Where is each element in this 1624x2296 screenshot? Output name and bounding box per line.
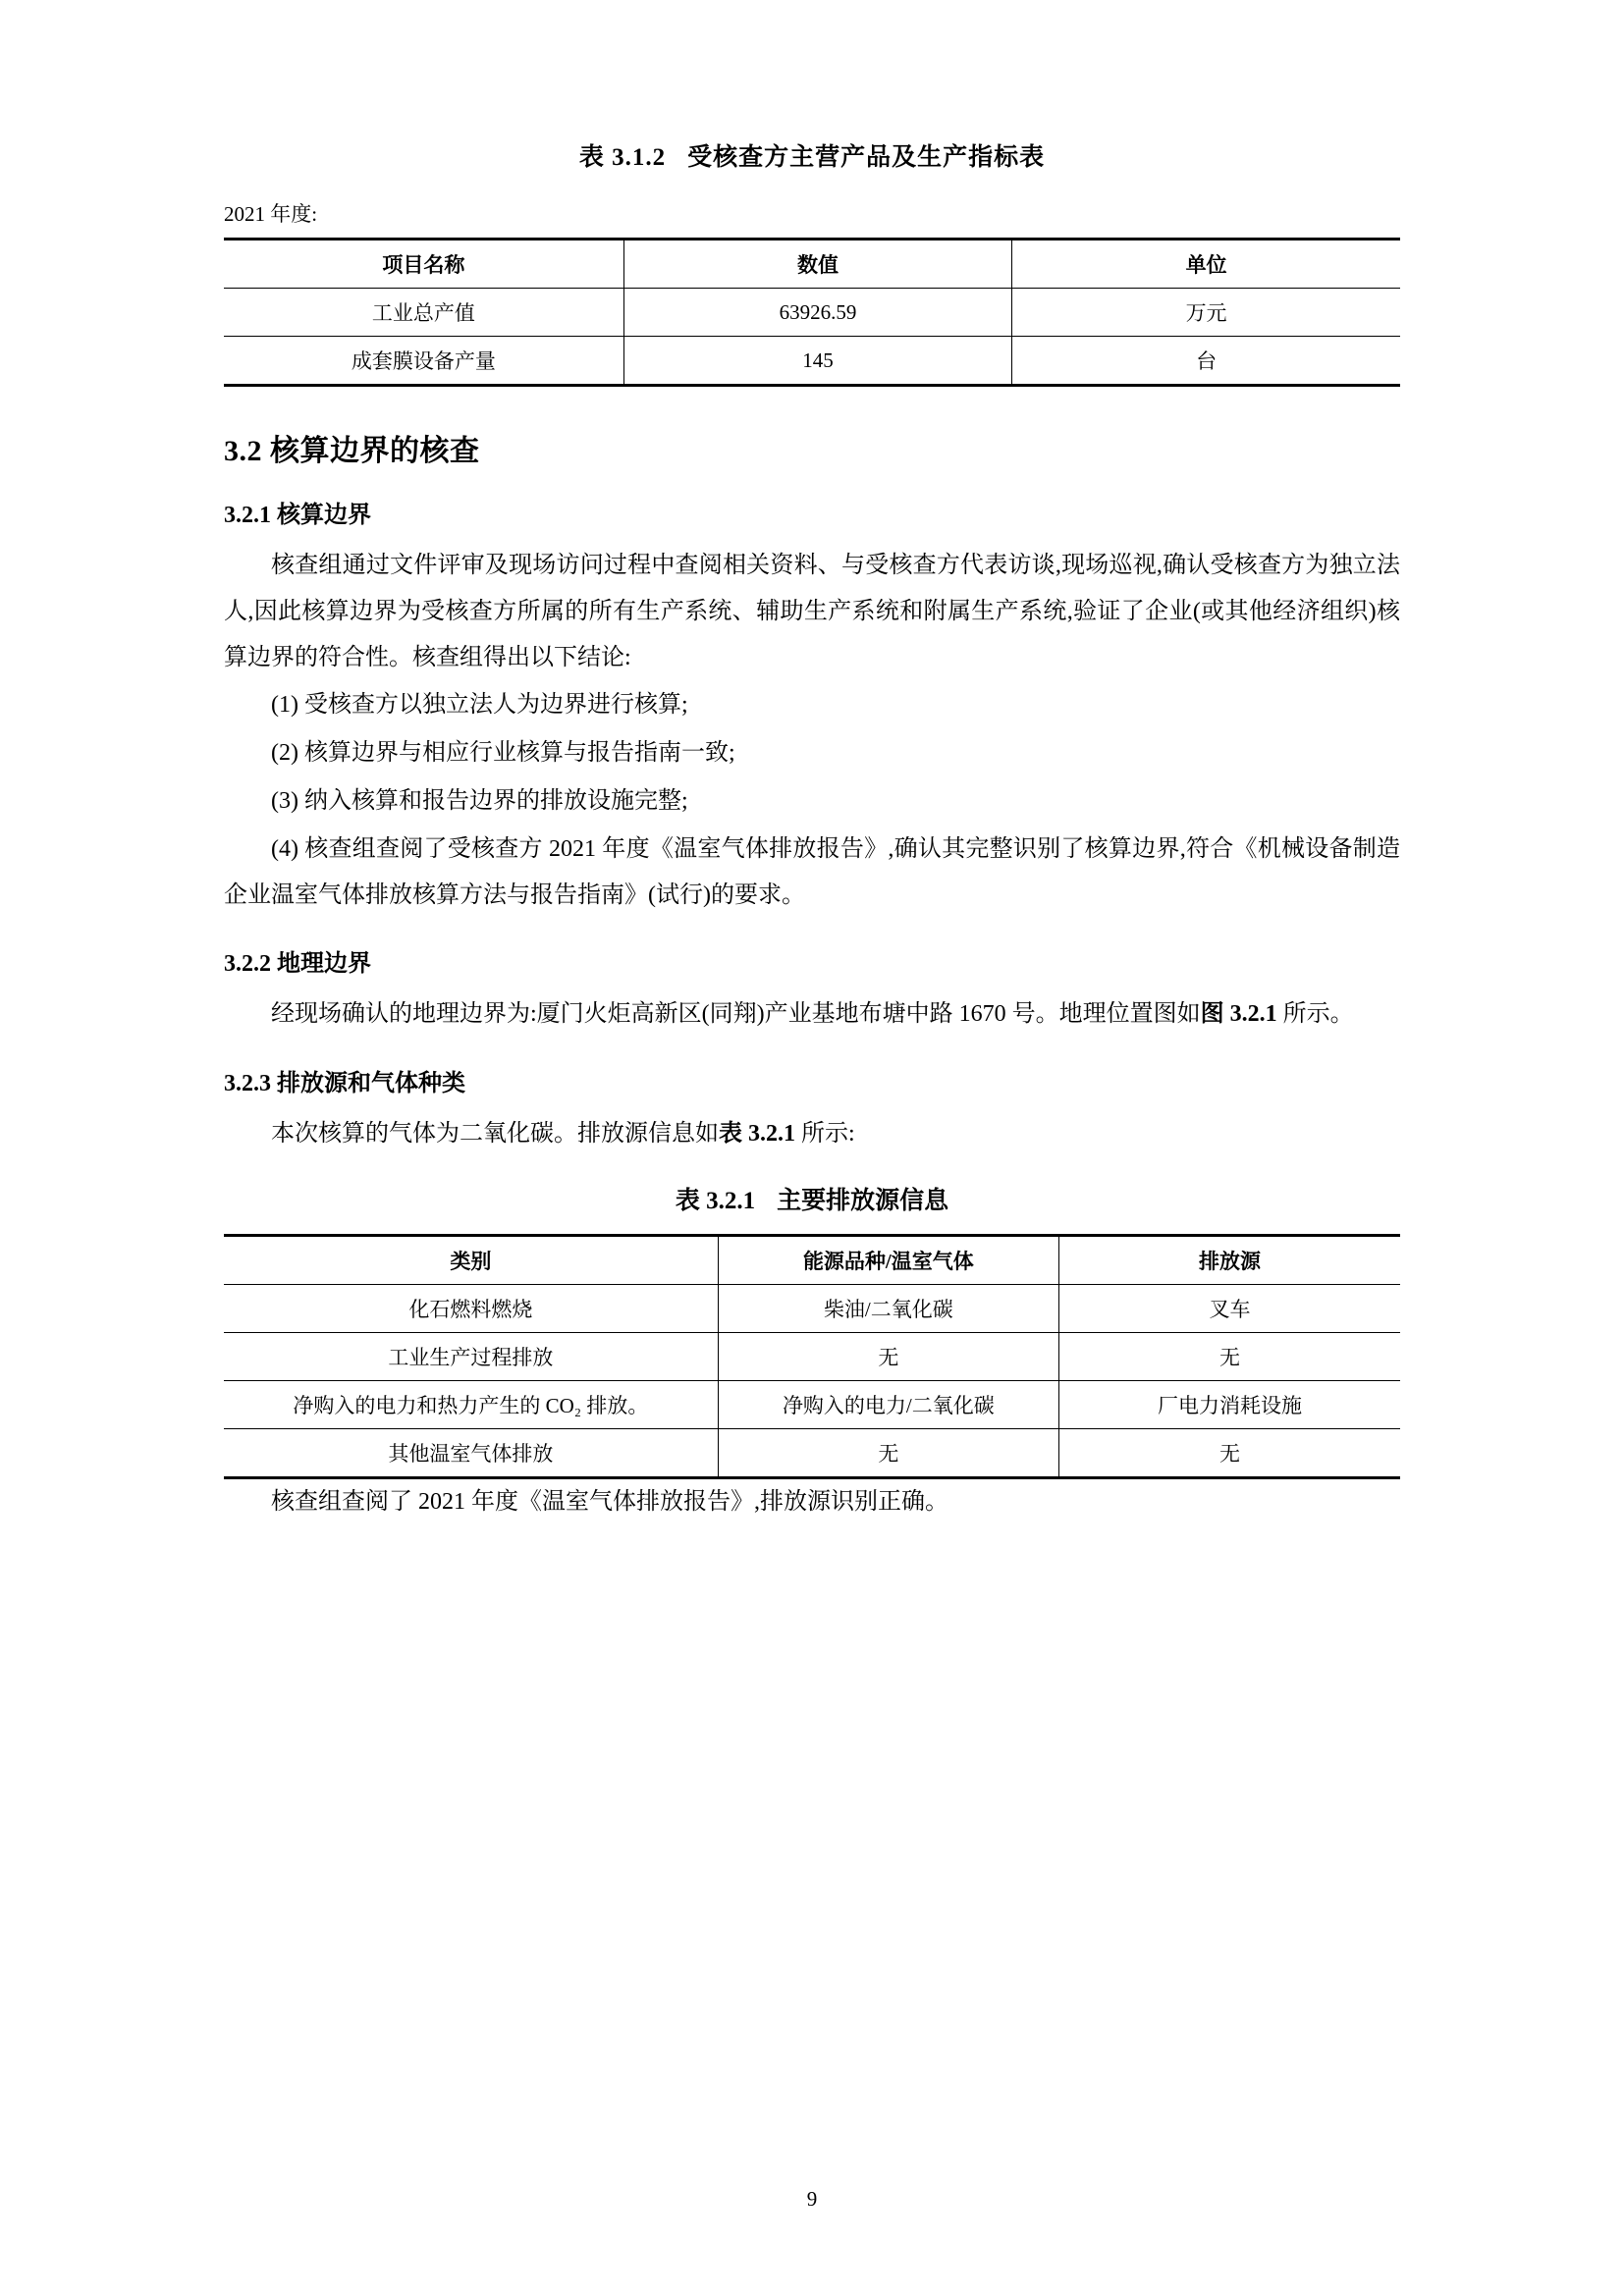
table-2-caption bbox=[224, 1181, 1400, 1216]
table-cell: 无 bbox=[718, 1332, 1058, 1380]
table-cell: 无 bbox=[1059, 1332, 1400, 1380]
table-cell: 厂电力消耗设施 bbox=[1059, 1380, 1400, 1428]
table-cell: 无 bbox=[1059, 1428, 1400, 1477]
table-cell: 净购入的电力和热力产生的 CO₂ 排放。 bbox=[224, 1380, 718, 1428]
paragraph-geographic-boundary-part1: 经现场确认的地理边界为:厦门火炬高新区(同翔)产业基地布塘中路 1670 号。地理位置图如 bbox=[271, 1001, 1201, 1028]
table-cell: 145 bbox=[623, 337, 1011, 386]
table-cell: 工业总产值 bbox=[224, 289, 623, 337]
paragraph-geographic-boundary-part2: 所示。 bbox=[1276, 1001, 1354, 1028]
section-heading-3-2: 3.2 核算边界的核查 bbox=[224, 435, 480, 467]
table-cell: 其他温室气体排放 bbox=[224, 1428, 718, 1477]
subsection-heading-3-2-2: 3.2.2 地理边界 bbox=[224, 951, 371, 978]
table-1-header-unit: 单位 bbox=[1012, 240, 1400, 289]
table-header-row bbox=[224, 1235, 1400, 1284]
table-1-caption-title: 受核查方主营产品及生产指标表 bbox=[687, 144, 1046, 171]
paragraph-geographic-boundary bbox=[224, 991, 1400, 1038]
subsection-heading-3-2-1: 3.2.1 核算边界 bbox=[224, 503, 371, 528]
page-number: 9 bbox=[806, 2187, 818, 2211]
paragraph-emission-sources bbox=[224, 1111, 1400, 1157]
table-cell: 工业生产过程排放 bbox=[224, 1332, 718, 1380]
table-cell: 叉车 bbox=[1059, 1284, 1400, 1332]
table-1-header-item: 项目名称 bbox=[224, 240, 623, 289]
table-2-header-category: 类别 bbox=[224, 1235, 718, 1284]
table-cell: 净购入的电力/二氧化碳 bbox=[718, 1380, 1058, 1428]
table-cell: 63926.59 bbox=[623, 289, 1011, 337]
table-emission-sources bbox=[224, 1234, 1400, 1479]
table-cell: 化石燃料燃烧 bbox=[224, 1284, 718, 1332]
table-1-caption-number: 表 3.1.2 bbox=[578, 144, 667, 171]
table-cell: 柴油/二氧化碳 bbox=[718, 1284, 1058, 1332]
paragraph-emission-sources-part2: 所示: bbox=[795, 1121, 855, 1148]
table-row bbox=[224, 337, 1400, 386]
list-item-1: (1) 受核查方以独立法人为边界进行核算; bbox=[271, 692, 688, 719]
paragraph-3-2-1-intro: 核查组通过文件评审及现场访问过程中查阅相关资料、与受核查方代表访谈,现场巡视,确认受核查方为独立法人,因此核算边界为受核查方所属的所有生产系统、辅助生产系统和附属生产系统,验证了企业(或其他经济组织)核算边界的符合性。核查组得出以下结论: bbox=[224, 553, 1400, 670]
table-cell: 台 bbox=[1012, 337, 1400, 386]
list-item-3: (3) 纳入核算和报告边界的排放设施完整; bbox=[271, 787, 688, 814]
table-1-year-label: 2021 年度: bbox=[224, 202, 318, 226]
paragraph-closing: 核查组查阅了 2021 年度《温室气体排放报告》,排放源识别正确。 bbox=[271, 1488, 948, 1515]
table-cell: 无 bbox=[718, 1428, 1058, 1477]
table-cell: 万元 bbox=[1012, 289, 1400, 337]
table-2-header-energy-type: 能源品种/温室气体 bbox=[718, 1235, 1058, 1284]
list-item-4: (4) 核查组查阅了受核查方 2021 年度《温室气体排放报告》,确认其完整识别了核算边界,符合《机械设备制造企业温室气体排放核算方法与报告指南》(试行)的要求。 bbox=[224, 835, 1400, 908]
table-1-caption bbox=[224, 137, 1400, 173]
table-reference: 表 3.2.1 bbox=[719, 1121, 795, 1148]
table-row bbox=[224, 1284, 1400, 1332]
table-2-caption-title: 主要排放源信息 bbox=[777, 1187, 949, 1214]
table-1-header-value: 数值 bbox=[623, 240, 1011, 289]
table-2-header-source: 排放源 bbox=[1059, 1235, 1400, 1284]
table-row bbox=[224, 289, 1400, 337]
table-production-indicators bbox=[224, 238, 1400, 387]
table-row bbox=[224, 1332, 1400, 1380]
table-row bbox=[224, 1380, 1400, 1428]
table-header-row bbox=[224, 240, 1400, 289]
table-2-caption-number: 表 3.2.1 bbox=[675, 1187, 756, 1214]
table-cell: 成套膜设备产量 bbox=[224, 337, 623, 386]
subsection-heading-3-2-3: 3.2.3 排放源和气体种类 bbox=[224, 1071, 465, 1097]
paragraph-emission-sources-part1: 本次核算的气体为二氧化碳。排放源信息如 bbox=[271, 1121, 719, 1148]
table-row bbox=[224, 1428, 1400, 1477]
list-item-2: (2) 核算边界与相应行业核算与报告指南一致; bbox=[271, 740, 735, 767]
figure-reference: 图 3.2.1 bbox=[1200, 1001, 1277, 1028]
